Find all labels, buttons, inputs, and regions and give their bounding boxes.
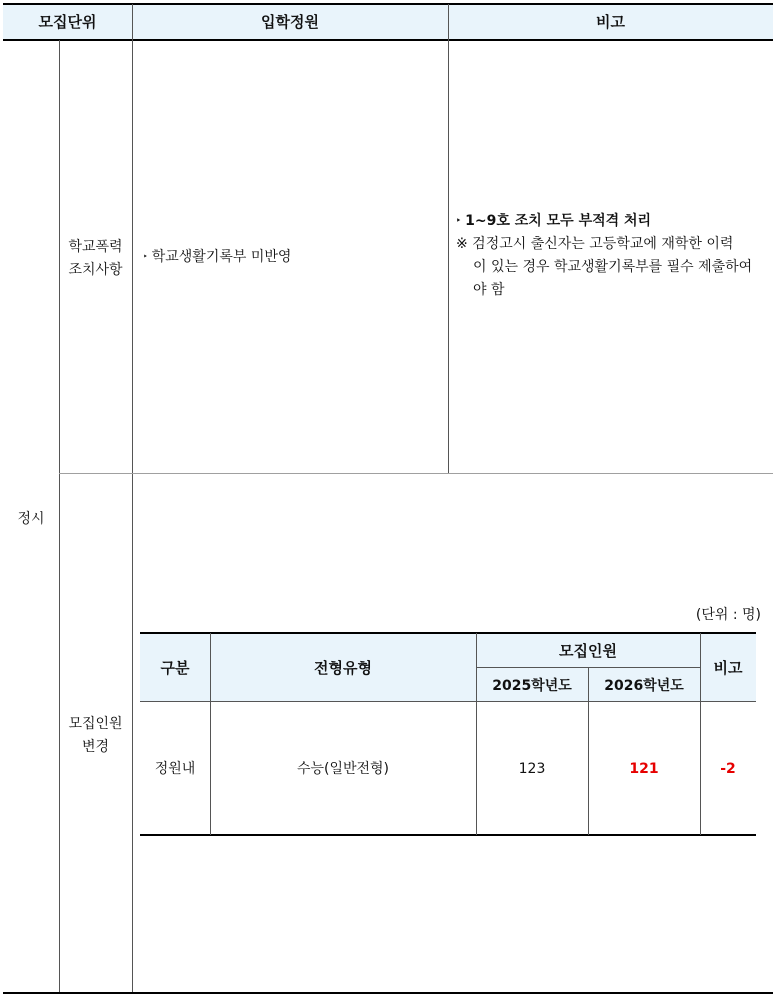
header-divider-1 — [132, 4, 133, 40]
violence-note-title: 1~9호 조치 모두 부적격 처리 — [465, 213, 652, 229]
inner-row-diff: -2 — [720, 761, 736, 777]
violence-label-line1: 학교폭력 — [68, 239, 123, 255]
inner-header-category: 구분 — [160, 659, 190, 677]
inner-header-bottom — [140, 701, 756, 702]
violence-note — [456, 209, 764, 302]
inner-row-category: 정원내 — [154, 761, 196, 777]
inner-header-recruit: 모집인원 — [559, 642, 617, 660]
inner-header-type: 전형유형 — [314, 659, 372, 677]
unit-note: (단위 : 명) — [695, 607, 761, 623]
inner-header-2025: 2025학년도 — [492, 678, 572, 694]
inner-row-2026: 121 — [629, 761, 659, 777]
violence-content — [143, 245, 291, 269]
table-bottom-border — [3, 992, 773, 994]
header-quota: 입학정원 — [261, 13, 319, 31]
content-note-divider — [448, 40, 449, 473]
unit-name: 정시 — [17, 511, 45, 527]
inner-row-type: 수능(일반전형) — [296, 761, 390, 777]
violence-note-title-line — [456, 209, 764, 233]
violence-label-line2: 조치사항 — [68, 262, 123, 278]
violence-note-bullet: ‣ — [456, 216, 462, 225]
change-label-line2: 변경 — [81, 739, 110, 755]
header-divider-2 — [448, 4, 449, 40]
inner-header-2026: 2026학년도 — [604, 678, 684, 694]
header-note: 비고 — [596, 13, 625, 31]
violence-note-body-2: 이 있는 경우 학교생활기록부를 필수 제출하여 — [473, 259, 753, 275]
row-divider — [59, 473, 773, 474]
label-divider — [132, 40, 133, 992]
inner-divider-2 — [476, 633, 477, 835]
inner-header-note: 비고 — [713, 659, 743, 677]
header-unit: 모집단위 — [38, 13, 97, 31]
violence-content-bullet: ‣ — [143, 252, 148, 261]
violence-note-body-1: ※ 검정고시 출신자는 고등학교에 재학한 이력 — [456, 236, 734, 252]
violence-note-body-3: 야 함 — [473, 282, 505, 298]
table-top-border — [3, 3, 773, 5]
change-label-line1: 모집인원 — [68, 716, 123, 732]
unit-divider — [59, 40, 60, 992]
violence-label — [59, 236, 132, 282]
inner-table-bottom — [140, 834, 756, 836]
header-bottom-border — [3, 39, 773, 41]
inner-row-2025: 123 — [518, 761, 546, 777]
change-label — [59, 713, 132, 759]
violence-content-text: 학교생활기록부 미반영 — [151, 249, 292, 265]
inner-table-top — [140, 632, 756, 634]
